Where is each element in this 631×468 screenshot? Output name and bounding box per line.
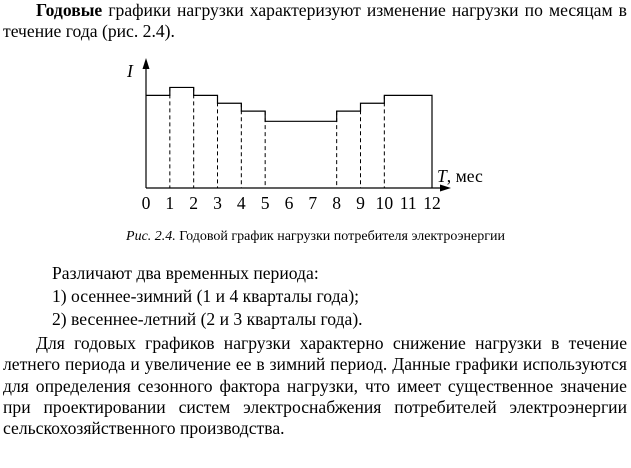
x-tick-7: 7 <box>308 193 318 213</box>
x-axis-unit: , мес <box>446 166 483 186</box>
intro-bold-term: Годовые <box>36 0 103 20</box>
intro-paragraph <box>3 0 627 43</box>
period-item-2: 2) весеннее-летний (2 и 3 кварталы года). <box>52 309 363 329</box>
x-tick-0: 0 <box>141 193 151 213</box>
period-item-1: 1) осеннее-зимний (1 и 4 кварталы года); <box>52 286 360 306</box>
figure-caption <box>0 228 631 246</box>
x-tick-10: 10 <box>375 193 394 213</box>
chart-dashed-lines <box>170 87 385 188</box>
caption-number: Рис. 2.4. <box>126 229 176 244</box>
periods-intro: Различают два временных периода: <box>52 263 319 283</box>
x-tick-8: 8 <box>332 193 342 213</box>
x-tick-11: 11 <box>399 193 417 213</box>
x-tick-2: 2 <box>189 193 199 213</box>
y-axis-label: I <box>127 61 133 81</box>
caption-text: Годовой график нагрузки потребителя электроэнергии <box>175 229 505 244</box>
x-tick-12: 12 <box>423 193 441 213</box>
x-tick-9: 9 <box>356 193 365 213</box>
x-tick-5: 5 <box>260 193 270 213</box>
x-axis-label <box>437 166 483 186</box>
x-axis-symbol: T <box>437 166 447 186</box>
annual-load-chart <box>0 55 631 225</box>
conclusion-paragraph: Для годовых графиков нагрузки характерно снижение нагрузки в течение летнего периода и увеличение ее в зимний период. Данные графики используются для определения сезонного фактора нагрузки, что имеет существенное значение при проектировании систем электроснабжения потребителей электроэнергии сельскохозяйственного производства. <box>3 333 627 439</box>
chart-step-line <box>146 87 432 188</box>
y-axis-arrow <box>143 58 150 69</box>
x-tick-6: 6 <box>284 193 294 213</box>
x-tick-3: 3 <box>213 193 222 213</box>
intro-text: графики нагрузки характеризуют изменение нагрузки по месяцам в течение года (рис. 2.4). <box>3 0 627 42</box>
x-tick-labels <box>142 193 441 213</box>
load-step-path <box>146 87 432 188</box>
x-tick-1: 1 <box>165 193 175 213</box>
x-tick-4: 4 <box>236 193 246 213</box>
